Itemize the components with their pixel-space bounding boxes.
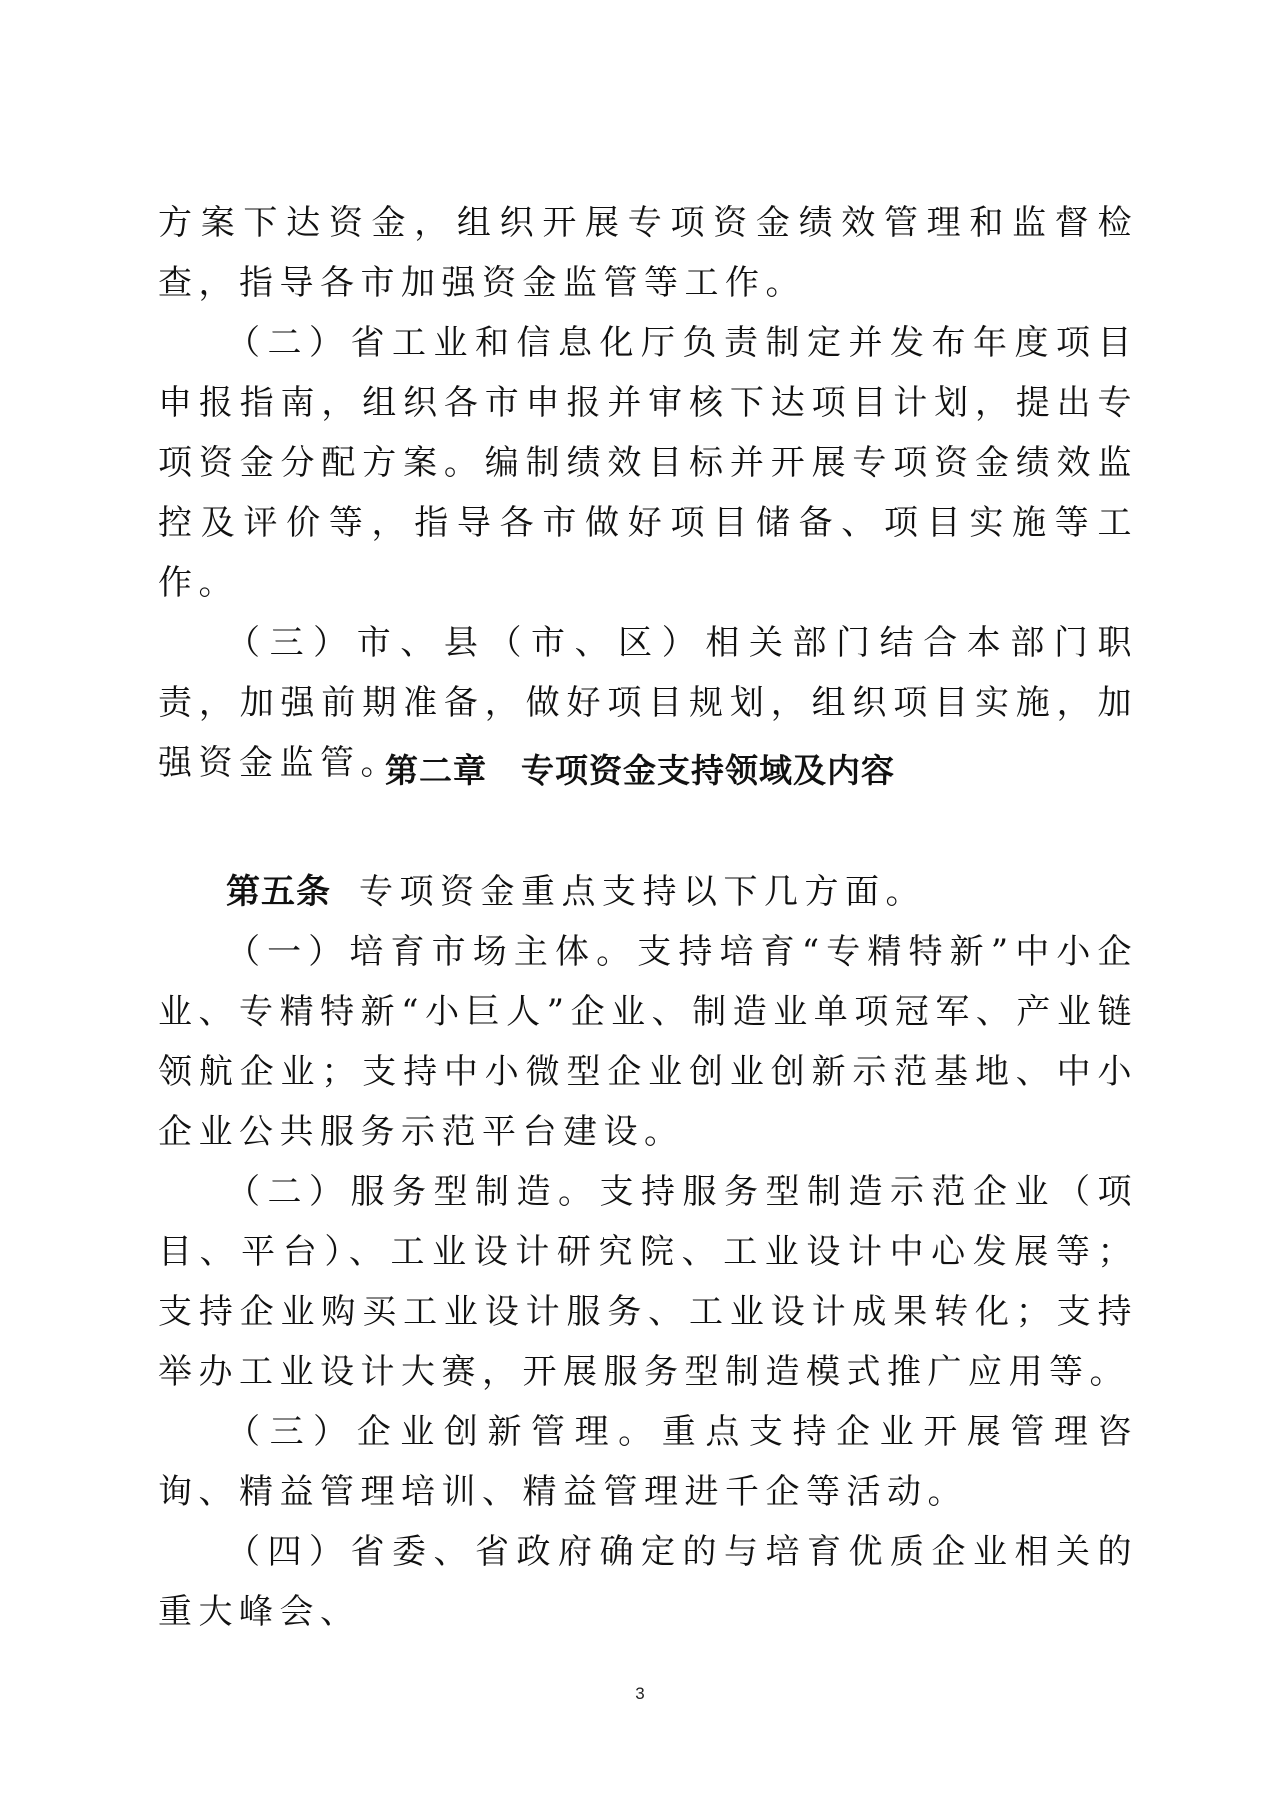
chapter-number: 第二章 <box>385 751 487 790</box>
article-item: （二）服务型制造。支持服务型制造示范企业（项目、平台）、工业设计研究院、工业设计中心发展等；支持企业购买工业设计服务、工业设计成果转化；支持举办工业设计大赛，开展服务型制造模式推广应用等。 <box>158 1172 1138 1392</box>
article-5-section <box>158 862 1138 1642</box>
chapter-title-text: 专项资金支持领域及内容 <box>521 751 895 790</box>
article-label: 第五条 <box>226 872 331 912</box>
section-continued-text <box>158 193 1138 793</box>
paragraph-item-2: （二）省工业和信息化厅负责制定并发布年度项目申报指南，组织各市申报并审核下达项目计划，提出专项资金分配方案。编制绩效目标并开展专项资金绩效监控及评价等，指导各市做好项目储备、项目实施等工作。 <box>158 323 1138 603</box>
article-intro-text: 专项资金重点支持以下几方面。 <box>359 872 926 912</box>
article-5-intro <box>158 862 1138 922</box>
paragraph-item-3: （三）市、县（市、区）相关部门结合本部门职责，加强前期准备，做好项目规划，组织项目实施，加强资金监管。 <box>158 623 1138 783</box>
chapter-heading <box>0 745 1280 792</box>
article-item: （一）培育市场主体。支持培育“专精特新”中小企业、专精特新“小巨人”企业、制造业单项冠军、产业链领航企业；支持中小微型企业创业创新示范基地、中小企业公共服务示范平台建设。 <box>158 932 1138 1152</box>
paragraph-continued: 方案下达资金，组织开展专项资金绩效管理和监督检查，指导各市加强资金监管等工作。 <box>158 203 1138 303</box>
page-number: 3 <box>635 1684 645 1703</box>
article-item: （三）企业创新管理。重点支持企业开展管理咨询、精益管理培训、精益管理进千企等活动。 <box>158 1412 1138 1512</box>
article-item: （四）省委、省政府确定的与培育优质企业相关的重大峰会、 <box>158 1532 1138 1632</box>
